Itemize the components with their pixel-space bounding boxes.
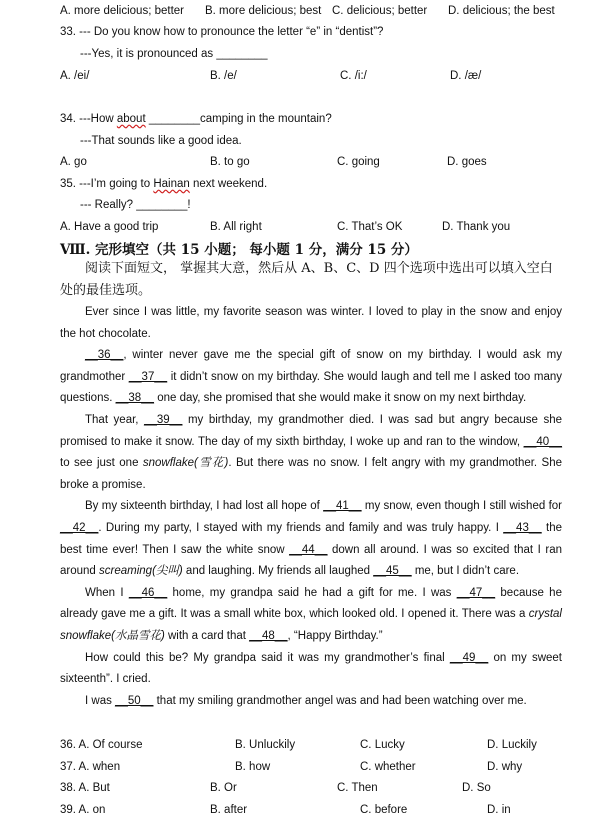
q33-option-a: A. /ei/	[60, 70, 90, 82]
passage-text: . During my party, I stayed with my friends and family and was truly happy. I	[98, 521, 504, 534]
blank-50: __50__	[115, 694, 154, 707]
passage-text: the best time ever! Then I saw the white snow	[60, 521, 562, 556]
option-38-a: 38. A. But	[60, 782, 110, 794]
blank-48: __48__	[249, 629, 288, 642]
passage-text: it didn’t snow on my birthday. She would laugh and tell me I asked too many questions.	[60, 370, 562, 405]
passage-gloss: screaming(尖叫)	[99, 565, 183, 578]
passage-text: How could this be? My grandpa said it was my grandmother’s final	[85, 651, 450, 664]
q35-stem	[60, 177, 562, 191]
option-38-c: C. Then	[337, 782, 378, 794]
option-37-a: 37. A. when	[60, 761, 121, 773]
q33-option-d: D. /æ/	[450, 70, 482, 82]
q35-stem-wavy: Hainan	[153, 178, 190, 190]
q35-option-d: D. Thank you	[442, 221, 511, 233]
blank-36: __36__	[85, 349, 124, 362]
passage-gloss: snowflake(雪花)	[142, 457, 229, 470]
passage-paragraph-2	[60, 345, 562, 410]
passage-text: down all around. I was so excited that I ran around	[60, 543, 562, 578]
passage-text: to see just one	[60, 457, 143, 470]
option-39-b: B. after	[210, 804, 248, 816]
q35-stem-suffix: next weekend.	[189, 178, 268, 190]
blank-42: __42__	[60, 521, 99, 534]
q33-option-b: B. /e/	[210, 70, 237, 82]
q34-option-b: B. to go	[210, 156, 250, 168]
option-36-d: D. Luckily	[487, 739, 537, 751]
cloze-passage	[60, 302, 562, 712]
passage-gloss: crystal snowflake(水晶雪花)	[60, 608, 562, 642]
passage-text: When I	[85, 586, 129, 599]
blank-39: __39__	[144, 413, 183, 426]
option-39-c: C. before	[360, 804, 408, 816]
q33-option-c: C. /i:/	[340, 70, 367, 82]
q33-reply: ---Yes, it is pronounced as ________	[80, 48, 268, 60]
passage-paragraph-6	[60, 648, 562, 691]
option-36-b: B. Unluckily	[235, 739, 296, 751]
passage-text: That year,	[85, 413, 145, 426]
q32-option-b: B. more delicious; best	[205, 5, 322, 17]
q34-stem-wavy: about	[116, 113, 146, 125]
passage-text: , winter never gave me the special gift of snow on my birthday. I would ask my grandmother	[60, 349, 562, 383]
section-instruction: 阅读下面短文， 掌握其大意，然后从 A、B、C、D 四个选项中选出可以填入空白处的最佳选项。	[60, 261, 553, 298]
q34-option-d: D. goes	[447, 156, 487, 168]
blank-46: __46__	[128, 586, 168, 599]
passage-paragraph-3	[60, 410, 562, 496]
q33-stem: 33. --- Do you know how to pronounce the letter “e” in “dentist”?	[60, 26, 384, 38]
option-38-b: B. Or	[210, 782, 237, 794]
passage-text: on my sweet sixteenth”. I cried.	[60, 651, 562, 686]
q35-reply: --- Really? ________!	[80, 199, 191, 211]
passage-text: my birthday, my grandmother died. I was sad but angry because she promised to make it snow. The day of my sixth birthday, I woke up and ran to the window,	[60, 413, 562, 448]
passage-text: one day, she promised that she would make it snow on my next birthday.	[154, 392, 527, 405]
blank-41: __41__	[323, 500, 362, 513]
option-38-d: D. So	[462, 782, 491, 794]
option-39-a: 39. A. on	[60, 804, 106, 816]
option-37-d: D. why	[487, 761, 523, 773]
q35-option-b: B. All right	[210, 221, 262, 233]
passage-text: home, my grandpa said he had a gift for me. I was	[167, 586, 457, 599]
q34-option-c: C. going	[337, 156, 380, 168]
option-36-a: 36. A. Of course	[60, 739, 143, 751]
passage-text: with a card that	[164, 629, 250, 642]
passage-paragraph-7	[60, 691, 562, 713]
q32-option-c: C. delicious; better	[332, 5, 428, 17]
passage-text: , “Happy Birthday.”	[287, 629, 383, 642]
blank-49: __49__	[449, 651, 489, 664]
q34-stem-suffix: ________camping in the mountain?	[145, 113, 332, 125]
option-36-c: C. Lucky	[360, 739, 405, 751]
blank-43: __43__	[503, 521, 542, 534]
passage-text: me, but I didn’t care.	[411, 565, 520, 578]
option-39-d: D. in	[487, 804, 511, 816]
passage-text: I was	[85, 694, 116, 707]
q35-stem-prefix: 35. ---I’m going to	[60, 178, 154, 190]
passage-text: that my smiling grandmother angel was and had been watching over me.	[153, 694, 527, 707]
q35-option-a: A. Have a good trip	[60, 221, 159, 233]
blank-38: __38__	[115, 392, 154, 405]
passage-text: . But there was no snow. I felt angry with my grandmother. She broke a promise.	[60, 457, 563, 491]
q34-option-a: A. go	[60, 156, 87, 168]
option-37-c: C. whether	[360, 761, 416, 773]
blank-37: __37__	[128, 370, 168, 383]
q32-option-d: D. delicious; the best	[448, 5, 555, 17]
q32-option-a: A. more delicious; better	[60, 5, 185, 17]
passage-text: my snow, even though I still wished for	[361, 500, 562, 513]
q35-option-c: C. That’s OK	[337, 221, 403, 233]
blank-40: __40__	[523, 435, 562, 448]
passage-paragraph-4	[60, 496, 562, 582]
q34-reply: ---That sounds like a good idea.	[80, 135, 242, 147]
passage-text: and laughing. My friends all laughed	[182, 565, 374, 578]
blank-47: __47__	[456, 586, 496, 599]
q34-stem	[60, 112, 562, 126]
blank-45: __45__	[373, 565, 412, 578]
q34-stem-prefix: 34. ---How	[60, 113, 117, 125]
blank-44: __44__	[289, 543, 328, 556]
passage-text: By my sixteenth birthday, I had lost all hope of	[85, 500, 324, 513]
section-title: Ⅷ. 完形填空（共 15 小题； 每小题 1 分，满分 15 分）	[60, 242, 418, 258]
passage-paragraph-5	[60, 583, 562, 648]
passage-paragraph-1: Ever since I was little, my favorite season was winter. I loved to play in the snow and enjoy the hot chocolate.	[60, 306, 562, 340]
passage-text: because he already gave me a gift. It was a small white box, which looked old. I opened it. There was a	[60, 586, 562, 621]
option-37-b: B. how	[235, 761, 271, 773]
